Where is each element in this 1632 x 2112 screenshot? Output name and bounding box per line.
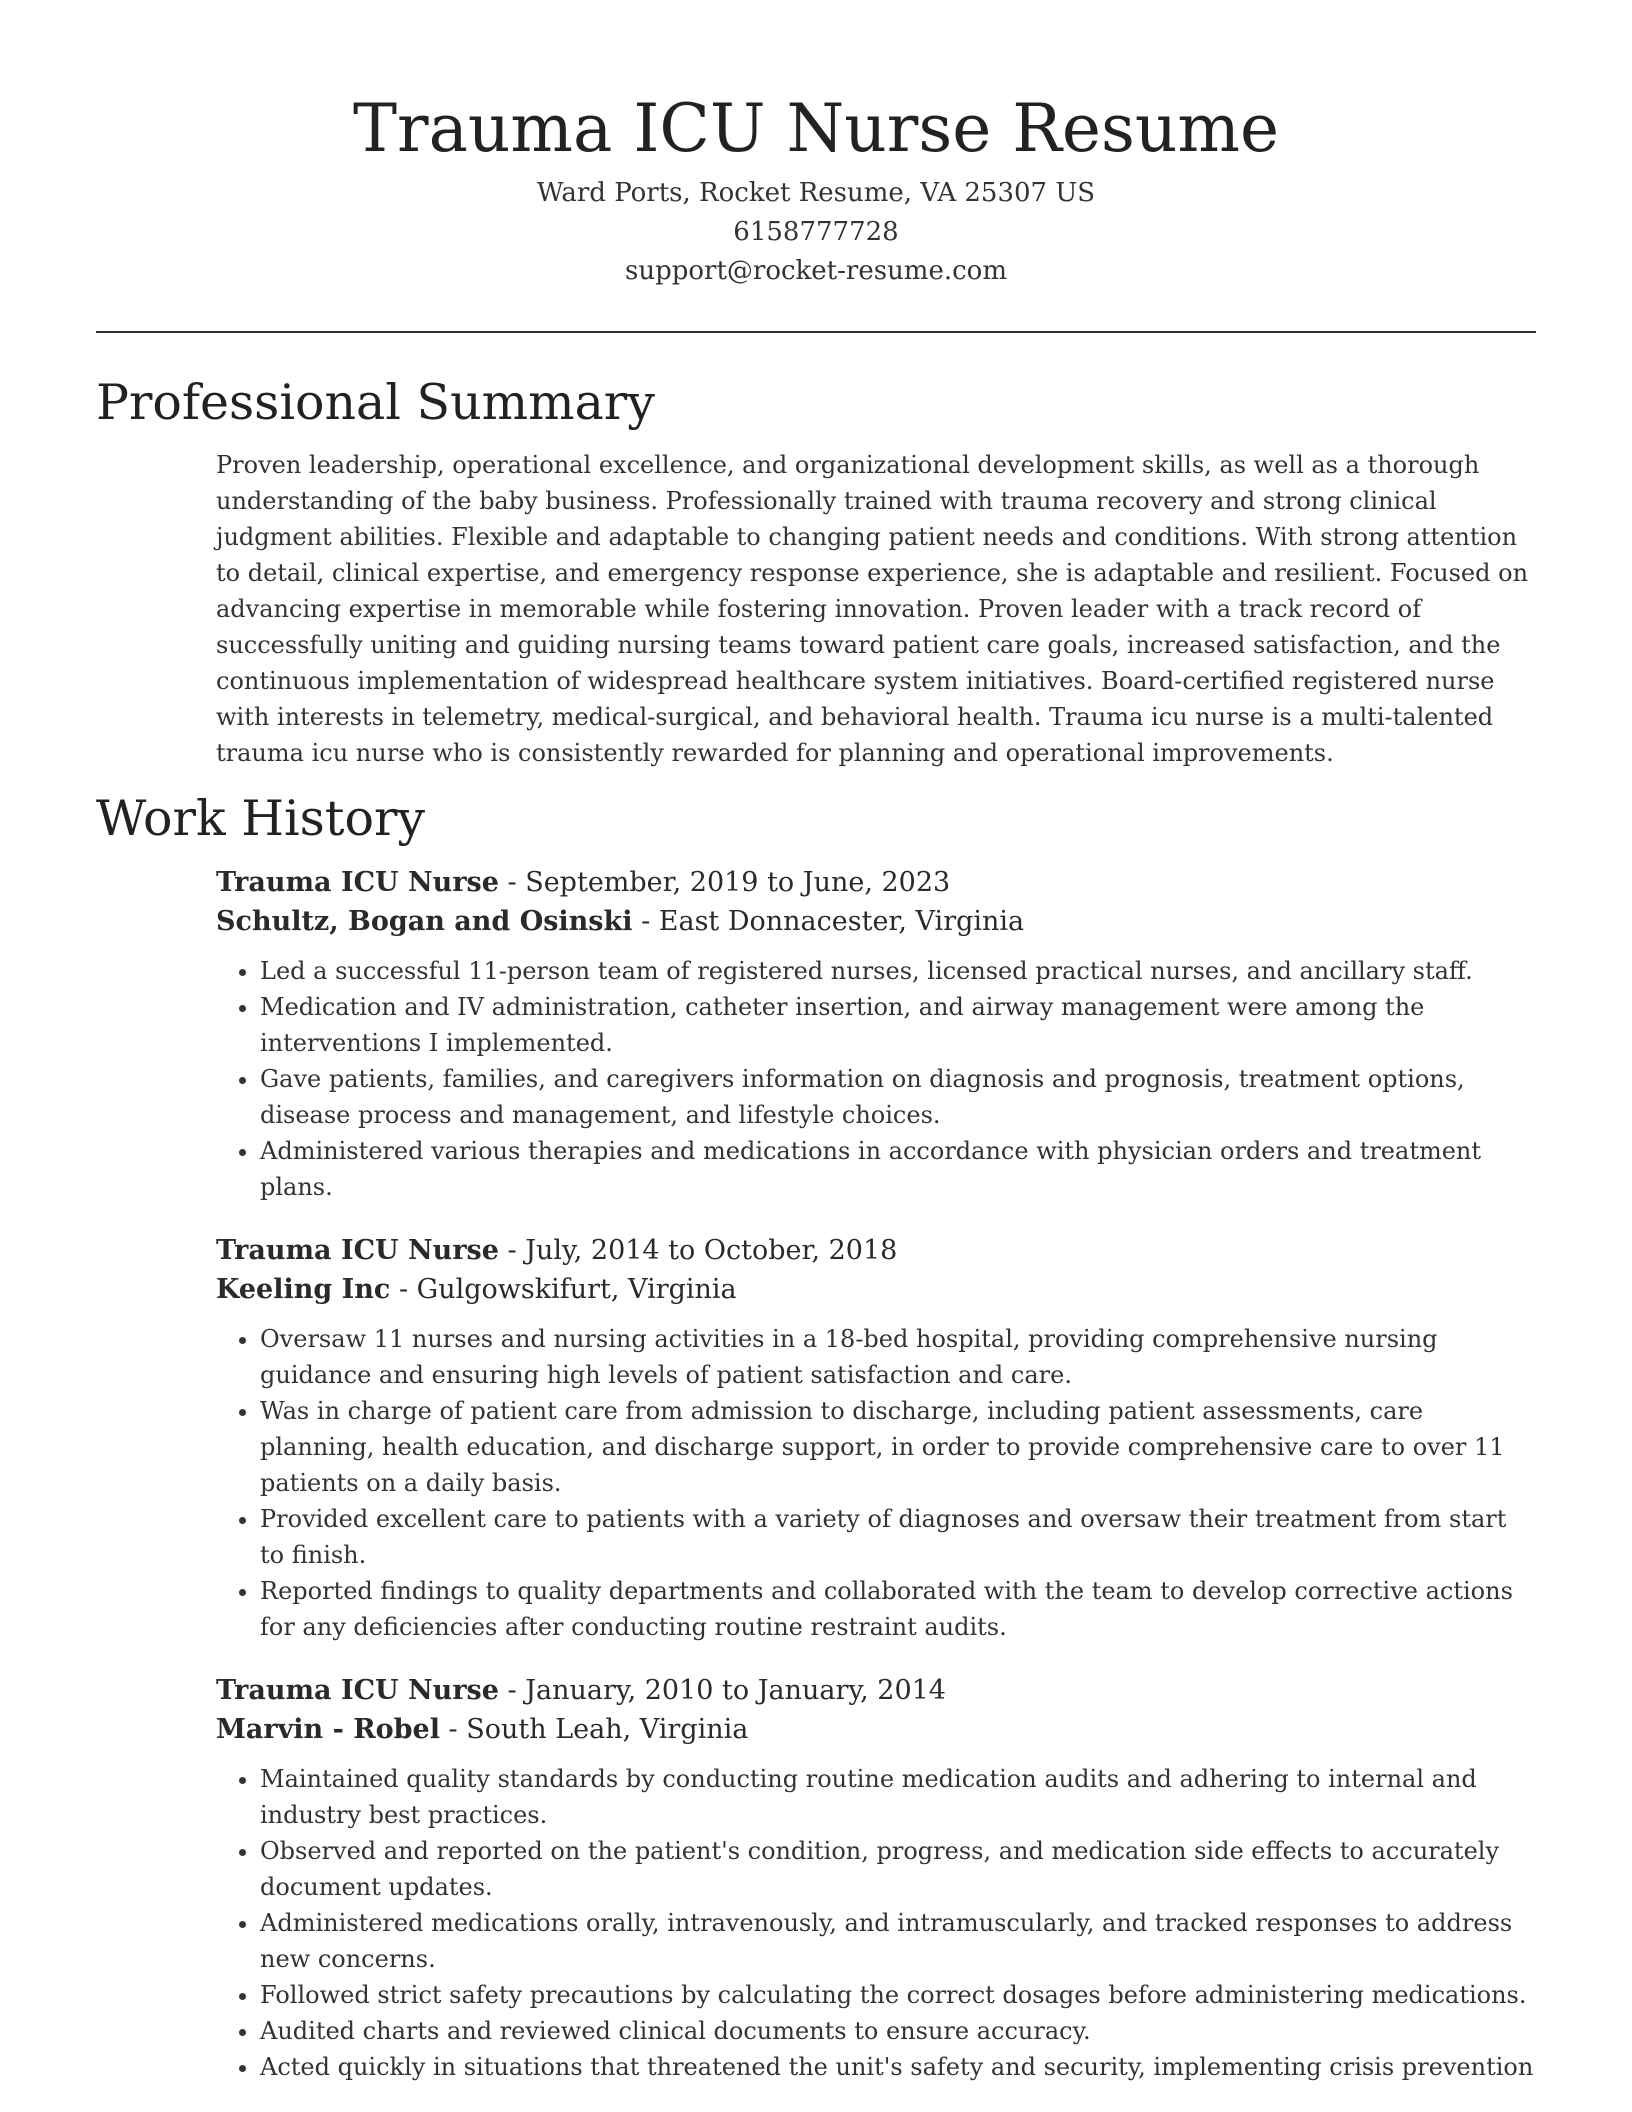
job-bullets	[216, 1761, 1536, 2085]
job-company: Marvin - Robel	[216, 1714, 440, 1745]
summary-heading: Professional Summary	[96, 374, 655, 431]
job-location: - East Donnacester, Virginia	[632, 906, 1025, 937]
list-item: • Administered medications orally, intravenously, and intramuscularly, and tracked responses to address new concerns.	[260, 1905, 1536, 1977]
work-history-heading: Work History	[96, 790, 426, 847]
job-entry	[216, 1231, 1536, 1645]
list-item: • Observed and reported on the patient's condition, progress, and medication side effects to accurately document updates.	[260, 1833, 1536, 1905]
contact-address: Ward Ports, Rocket Resume, VA 25307 US	[536, 178, 1096, 208]
job-location: - Gulgowskifurt, Virginia	[390, 1274, 737, 1305]
work-history-section	[96, 787, 1536, 2085]
job-entry	[216, 863, 1536, 1205]
list-item: • Provided excellent care to patients with a variety of diagnoses and oversaw their treatment from start to finish.	[260, 1501, 1536, 1573]
resume-header	[96, 0, 1536, 291]
list-item: • Oversaw 11 nurses and nursing activities in a 18-bed hospital, providing comprehensive nursing guidance and ensuring high levels of patient satisfaction and care.	[260, 1321, 1536, 1393]
job-title: Trauma ICU Nurse	[216, 1675, 499, 1706]
summary-text: Proven leadership, operational excellence, and organizational development skills, as well as a thorough understanding of the baby business. Professionally trained with trauma recovery and strong clinical judgment abilities. Flexible and adaptable to changing patient needs and conditions. With strong attention to detail, clinical expertise, and emergency response experience, she is adaptable and resilient. Focused on advancing expertise in memorable while fostering innovation. Proven leader with a track record of successfully uniting and guiding nursing teams toward patient care goals, increased satisfaction, and the continuous implementation of widespread healthcare system initiatives. Board-certified registered nurse with interests in telemetry, medical-surgical, and behavioral health. Trauma icu nurse is a multi-talented trauma icu nurse who is consistently rewarded for planning and operational improvements.	[216, 451, 1529, 767]
job-list	[216, 863, 1536, 2085]
list-item: • Was in charge of patient care from admission to discharge, including patient assessments, care planning, health education, and discharge support, in order to provide comprehensive care to over 11 patients on a daily basis.	[260, 1393, 1536, 1501]
job-title: Trauma ICU Nurse	[216, 1235, 499, 1266]
list-item: • Reported findings to quality departments and collaborated with the team to develop corrective actions for any deficiencies after conducting routine restraint audits.	[260, 1573, 1536, 1645]
list-item: • Medication and IV administration, catheter insertion, and airway management were among the interventions I implemented.	[260, 989, 1536, 1061]
job-title-line	[216, 1671, 1536, 1710]
contact-phone: 6158777728	[733, 217, 899, 247]
resume-page	[96, 0, 1536, 2111]
job-dates: - January, 2010 to January, 2014	[498, 1675, 946, 1706]
job-company-line	[216, 1710, 1536, 1749]
job-dates: - July, 2014 to October, 2018	[498, 1235, 898, 1266]
list-item: • Followed strict safety precautions by calculating the correct dosages before administering medications.	[260, 1977, 1536, 2013]
job-location: - South Leah, Virginia	[439, 1714, 749, 1745]
job-company-line	[216, 1270, 1536, 1309]
list-item: • Gave patients, families, and caregivers information on diagnosis and prognosis, treatment options, disease process and management, and lifestyle choices.	[260, 1061, 1536, 1133]
list-item: • Led a successful 11-person team of registered nurses, licensed practical nurses, and ancillary staff.	[260, 953, 1536, 989]
list-item: • Acted quickly in situations that threatened the unit's safety and security, implementing crisis prevention	[260, 2049, 1536, 2085]
job-entry	[216, 1671, 1536, 2085]
header-divider	[96, 331, 1536, 333]
job-dates: - September, 2019 to June, 2023	[498, 867, 951, 898]
job-company: Keeling Inc	[216, 1274, 391, 1305]
job-title: Trauma ICU Nurse	[216, 867, 499, 898]
job-company: Schultz, Bogan and Osinski	[216, 906, 633, 937]
list-item: • Administered various therapies and medications in accordance with physician orders and treatment plans.	[260, 1133, 1536, 1205]
job-bullets	[216, 1321, 1536, 1645]
summary-section	[96, 371, 1536, 771]
contact-email: support@rocket-resume.com	[624, 256, 1007, 286]
list-item: • Maintained quality standards by conducting routine medication audits and adhering to internal and industry best practices.	[260, 1761, 1536, 1833]
list-item: • Audited charts and reviewed clinical documents to ensure accuracy.	[260, 2013, 1536, 2049]
job-bullets	[216, 953, 1536, 1205]
job-company-line	[216, 902, 1536, 941]
resume-title: Trauma ICU Nurse Resume	[353, 90, 1279, 167]
job-title-line	[216, 863, 1536, 902]
job-title-line	[216, 1231, 1536, 1270]
